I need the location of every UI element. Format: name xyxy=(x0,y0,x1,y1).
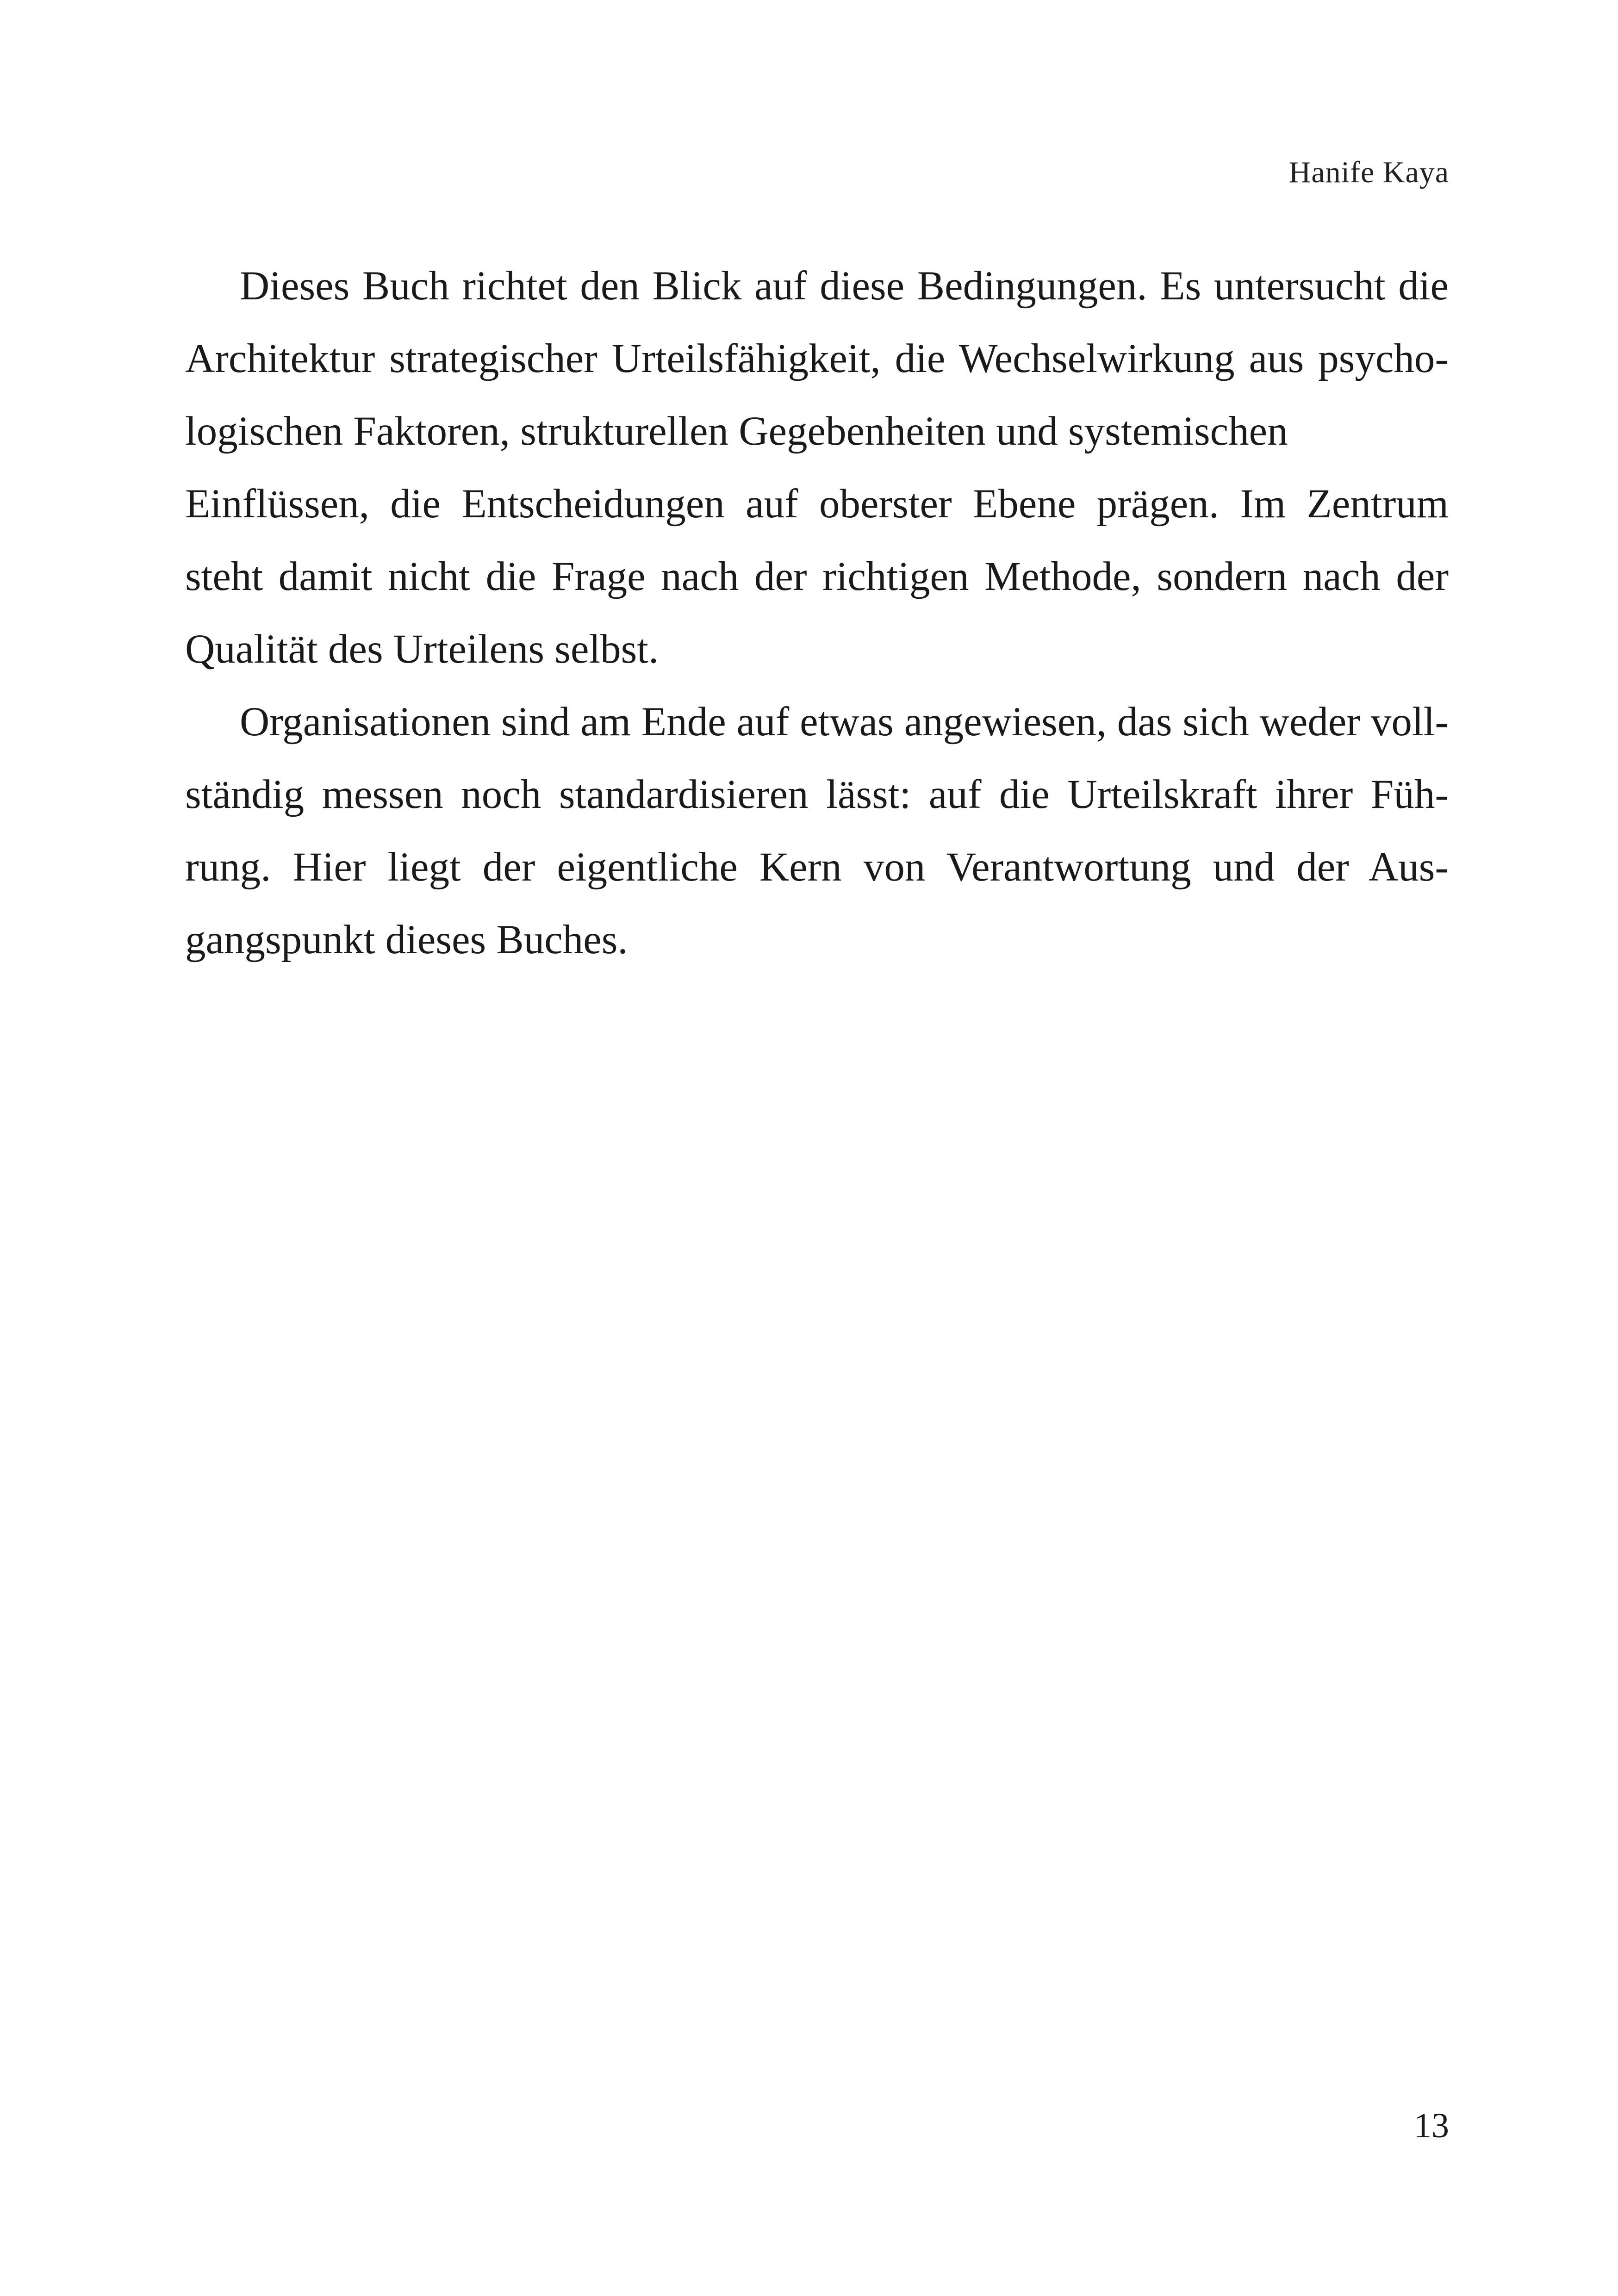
text-line: rung. Hier liegt der eigentliche Kern von Verantwortung und der Aus- xyxy=(185,844,1449,890)
text-line: ständig messen noch standardisieren lässt: auf die Urteilskraft ihrer Füh- xyxy=(185,772,1449,817)
page-number: 13 xyxy=(1414,2106,1449,2145)
text-line: Architektur strategischer Urteilsfähigkeit, die Wechselwirkung aus psycho- xyxy=(185,336,1449,381)
text-line: Einflüssen, die Entscheidungen auf oberster Ebene prägen. Im Zentrum xyxy=(185,481,1449,527)
paragraph-1 xyxy=(185,250,1449,686)
text-line: steht damit nicht die Frage nach der richtigen Methode, sondern nach der xyxy=(185,554,1449,599)
text-line: Dieses Buch richtet den Blick auf diese Bedingungen. Es untersucht die xyxy=(240,263,1449,309)
body-text xyxy=(185,250,1449,976)
text-line: Qualität des Urteilens selbst. xyxy=(185,627,659,672)
text-line: gangspunkt dieses Buches. xyxy=(185,917,628,962)
text-line: logischen Faktoren, strukturellen Gegebenheiten und systemischen xyxy=(185,409,1288,454)
running-head-author: Hanife Kaya xyxy=(1288,155,1449,189)
text-line: Organisationen sind am Ende auf etwas angewiesen, das sich weder voll- xyxy=(240,699,1449,745)
paragraph-2 xyxy=(185,686,1449,976)
